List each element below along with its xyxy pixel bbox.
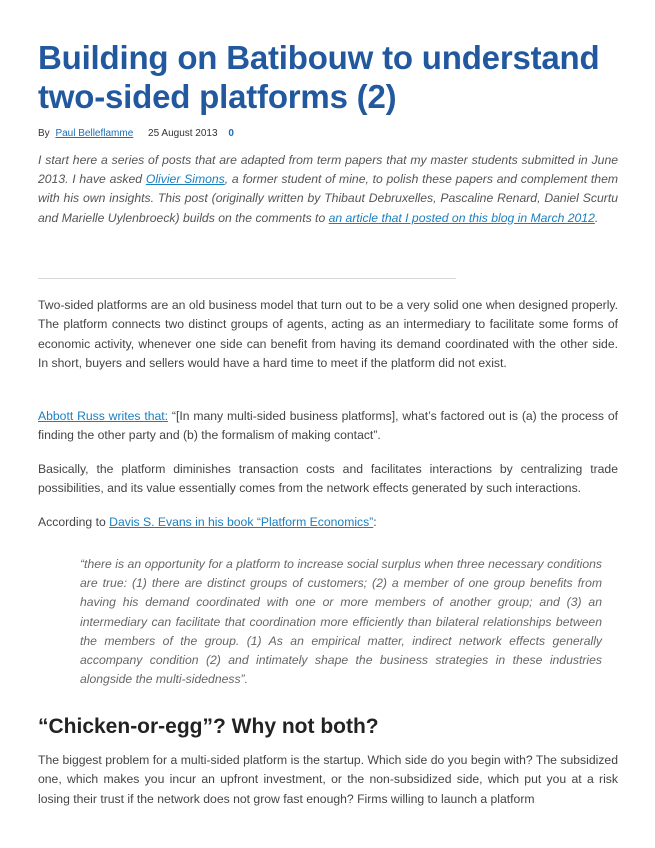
body-paragraph-4-text: According to (38, 515, 110, 529)
body-paragraph-1: Two-sided platforms are an old business model that turn out to be a very solid one when designed properly. The platform connects two distinct groups of agents, acting as an intermediary to facilitate some forms of economic activity, whenever one side can benefit from having its demand coordinated with the other side. In short, buyers and sellers would have a hard time to meet if the platform did not exist. (38, 298, 618, 370)
platform-economics-link[interactable]: Davis S. Evans in his book “Platform Economics” (109, 515, 374, 529)
earlier-article-link[interactable]: an article that I posted on this blog in March 2012 (328, 210, 595, 225)
page-title: Building on Batibouw to understand two-sided platforms (2) (38, 39, 600, 115)
intro-text-2: , a former student of mine, to polish these papers and complement them with his own insights. This post (originally written by Thibaut Debruxelles, Pascaline Renard, Daniel Scurtu and Marielle Uylenbroeck) builds on the comments to (38, 172, 619, 225)
post-meta (38, 128, 234, 139)
body-paragraph-3: Basically, the platform diminishes transaction costs and facilitates interactions by centralizing trade possibilities, and its value essentially comes from the network effects generated by such interactions. (38, 462, 618, 496)
olivier-simons-link[interactable]: Olivier Simons (145, 172, 225, 187)
section-heading: “Chicken-or-egg”? Why not both? (38, 715, 379, 738)
author-link[interactable]: Paul Belleflamme (55, 128, 134, 139)
abbott-russ-link[interactable]: Abbott Russ writes that: (38, 409, 169, 423)
body-paragraph-5: The biggest problem for a multi-sided platform is the startup. Which side do you begin with? The subsidized one, which makes you incur an upfront investment, or the non-subsidized side, which put you at a risk losing their trust if the network does not grow fast enough? Firms willing to launch a platform (38, 753, 618, 806)
intro-text-3: . (594, 210, 599, 225)
by-label: By (38, 128, 50, 139)
body-paragraph-4 (38, 513, 618, 532)
divider (38, 278, 456, 279)
comments-count-link[interactable]: 0 (228, 128, 234, 139)
body-paragraph-4-end: : (373, 515, 377, 529)
intro-text-1: I start here a series of posts that are adapted from term papers that my master students submitted in June 2013. I have asked (38, 153, 618, 187)
evans-blockquote: “there is an opportunity for a platform to increase social surplus when three necessary conditions are true: (1) there are distinct groups of customers; (2) a member of one group benefits from having his demand coordinated with one or more members of another group; and (3) an intermediary can facilitate that coordination more efficiently than bilateral relationships between the members of the group. (1) As an empirical matter, indirect network effects generally accompany condition (2) and intimately shape the business strategies in these industries alongside the multi-sidedness”. (80, 557, 602, 687)
intro-paragraph (38, 151, 618, 228)
body-paragraph-2-text: “[In many multi-sided business platforms], what’s factored out is (a) the process of finding the other party and (b) the formalism of making contact”. (38, 409, 618, 443)
post-date: 25 August 2013 (148, 128, 218, 139)
body-paragraph-2 (38, 407, 618, 446)
